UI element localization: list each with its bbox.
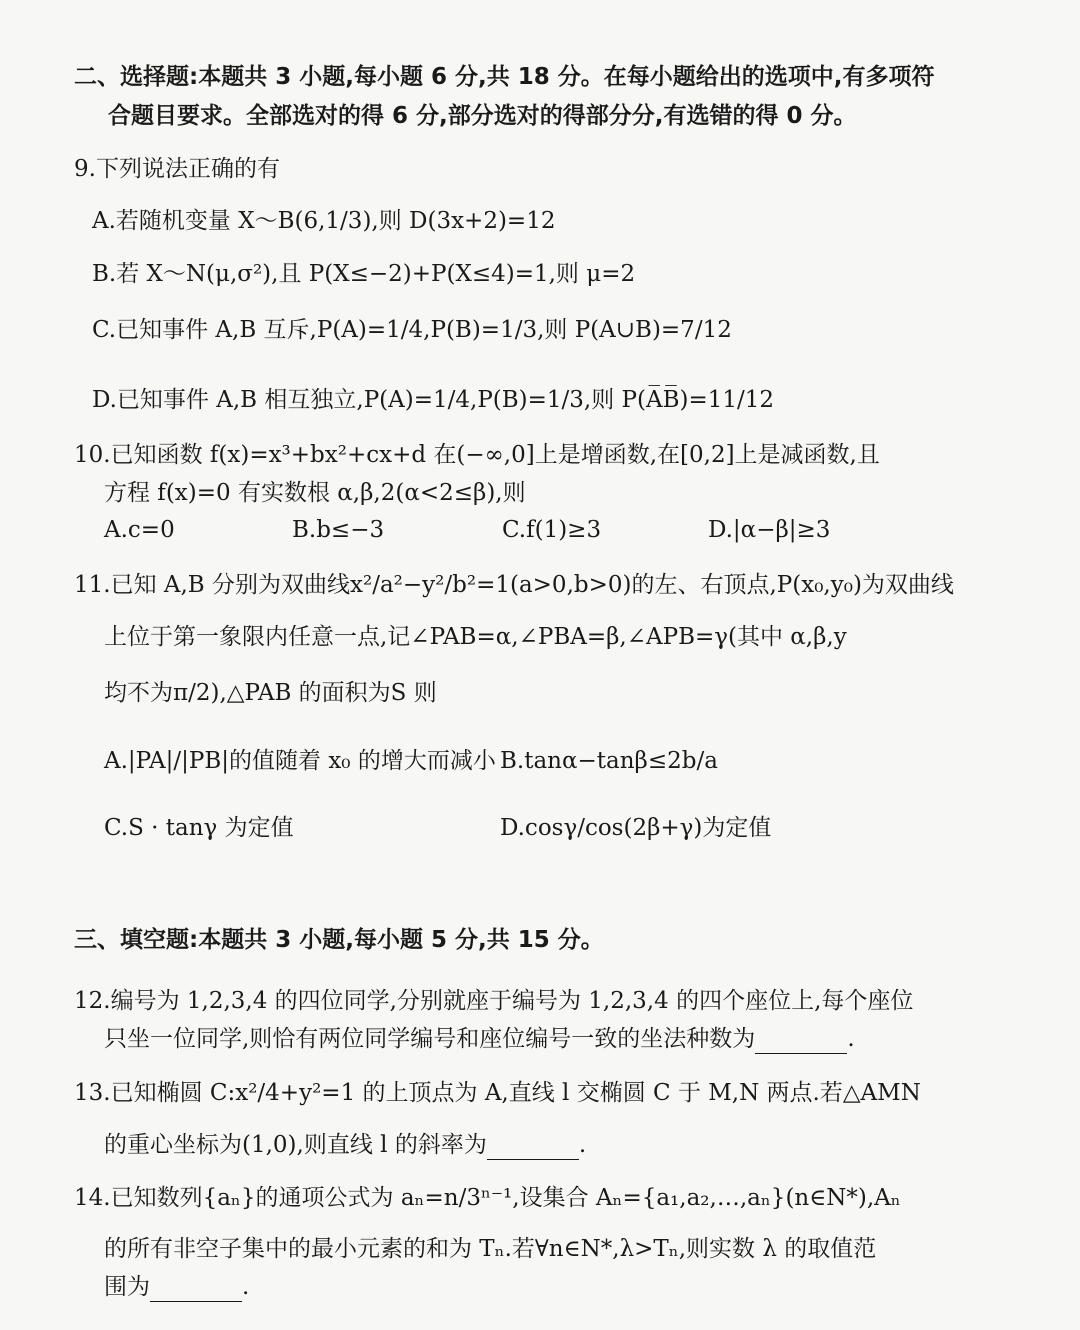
q14-line1: 14.已知数列{aₙ}的通项公式为 aₙ=n/3ⁿ⁻¹,设集合 Aₙ={a₁,a₂,…,aₙ}(n∈N*),Aₙ [74, 1185, 901, 1211]
q9-stem: 9.下列说法正确的有 [74, 156, 280, 182]
q11-option-a: A.|PA|/|PB|的值随着 x₀ 的增大而减小 [104, 748, 496, 774]
q12-line2: 只坐一位同学,则恰有两位同学编号和座位编号一致的坐法种数为 [104, 1026, 756, 1052]
q12-line2-row: 只坐一位同学,则恰有两位同学编号和座位编号一致的坐法种数为 . [104, 1026, 855, 1052]
q11-option-d: D.cosγ/cos(2β+γ)为定值 [500, 815, 772, 841]
q10-line1: 10.已知函数 f(x)=x³+bx²+cx+d 在(−∞,0]上是增函数,在[0,2]上是减函数,且 [74, 442, 880, 468]
q12-line1: 12.编号为 1,2,3,4 的四位同学,分别就座于编号为 1,2,3,4 的四个座位上,每个座位 [74, 988, 914, 1014]
q9-option-a: A.若随机变量 X～B(6,1/3),则 D(3x+2)=12 [92, 208, 556, 234]
q10-option-a: A.c=0 [104, 517, 175, 543]
q13-line1: 13.已知椭圆 C:x²/4+y²=1 的上顶点为 A,直线 l 交椭圆 C 于 M,N 两点.若△AMN [74, 1080, 921, 1106]
q14-answer-blank [150, 1277, 242, 1302]
section2-heading-line2: 合题目要求。全部选对的得 6 分,部分选对的得部分分,有选错的得 0 分。 [108, 103, 857, 129]
q10-option-b: B.b≤−3 [292, 517, 385, 543]
q14-line3: 围为 [104, 1274, 150, 1300]
q12-answer-blank [755, 1029, 847, 1054]
q13-answer-blank [487, 1135, 579, 1160]
q11-line2: 上位于第一象限内任意一点,记∠PAB=α,∠PBA=β,∠APB=γ(其中 α,β,y [104, 624, 847, 650]
q14-line2: 的所有非空子集中的最小元素的和为 Tₙ.若∀n∈N*,λ>Tₙ,则实数 λ 的取值范 [104, 1236, 877, 1262]
q9-option-d: D.已知事件 A,B 相互独立,P(A)=1/4,P(B)=1/3,则 P(A̅B̅)=11/12 [92, 387, 775, 413]
section3-heading: 三、填空题:本题共 3 小题,每小题 5 分,共 15 分。 [74, 927, 604, 953]
section2-heading-line1: 二、选择题:本题共 3 小题,每小题 6 分,共 18 分。在每小题给出的选项中,有多项符 [74, 64, 935, 90]
q14-line3-row: 围为 . [104, 1274, 250, 1300]
q11-line3: 均不为π/2),△PAB 的面积为S 则 [104, 680, 437, 706]
q10-option-c: C.f(1)≥3 [502, 517, 602, 543]
q10-line2: 方程 f(x)=0 有实数根 α,β,2(α<2≤β),则 [104, 480, 526, 506]
q11-option-b: B.tanα−tanβ≤2b/a [500, 748, 718, 774]
q11-option-c: C.S · tanγ 为定值 [104, 815, 294, 841]
q10-option-d: D.|α−β|≥3 [708, 517, 831, 543]
q13-line2-row: 的重心坐标为(1,0),则直线 l 的斜率为 . [104, 1132, 587, 1158]
q13-line2: 的重心坐标为(1,0),则直线 l 的斜率为 [104, 1132, 487, 1158]
q9-option-c: C.已知事件 A,B 互斥,P(A)=1/4,P(B)=1/3,则 P(A∪B)=7/12 [92, 317, 732, 343]
q9-option-b: B.若 X～N(μ,σ²),且 P(X≤−2)+P(X≤4)=1,则 μ=2 [92, 261, 636, 287]
q11-line1: 11.已知 A,B 分别为双曲线x²/a²−y²/b²=1(a>0,b>0)的左、右顶点,P(x₀,y₀)为双曲线 [74, 572, 954, 598]
